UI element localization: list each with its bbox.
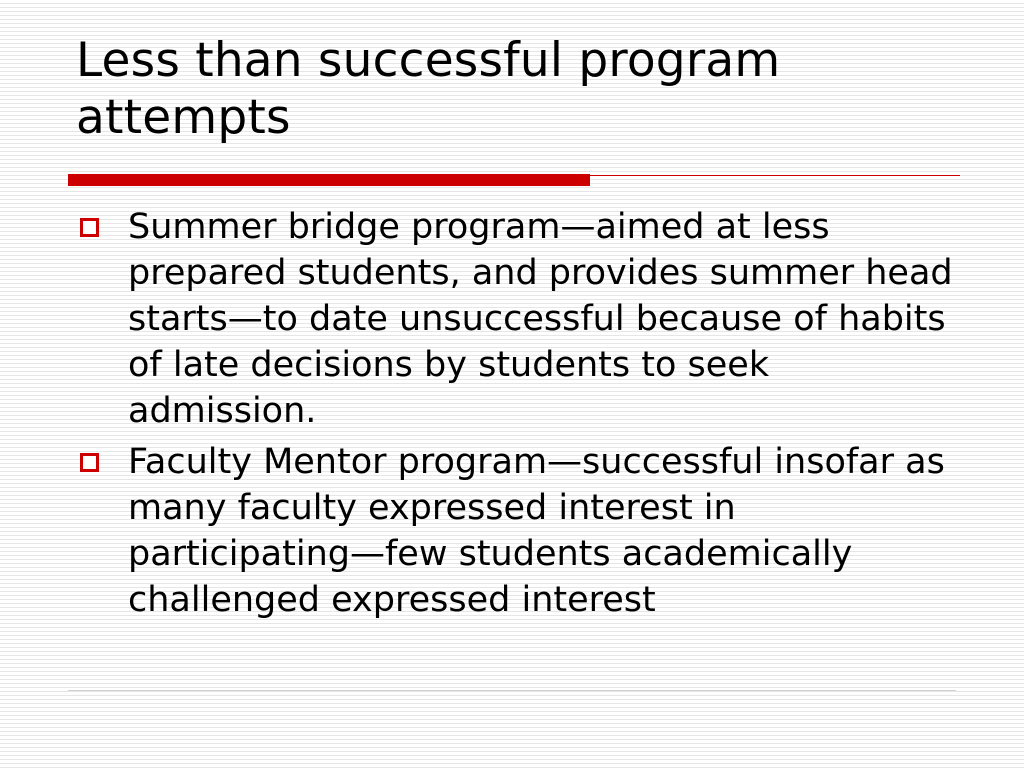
bullet-item [76,204,956,434]
bullet-text: Faculty Mentor program—successful insofar as many faculty expressed interest in participating—few students academically challenged expressed interest [128,442,945,620]
bullet-item [76,439,956,623]
bullet-list [76,204,956,628]
hollow-square-icon [80,218,99,237]
title-divider-accent-bar [68,174,590,186]
slide-title: Less than successful program attempts [76,33,781,145]
hollow-square-icon [80,453,99,472]
bullet-text: Summer bridge program—aimed at less prepared students, and provides summer head starts—to date unsuccessful because of habits of late decisions by students to seek admission. [128,207,953,431]
footer-divider-line [68,690,956,691]
